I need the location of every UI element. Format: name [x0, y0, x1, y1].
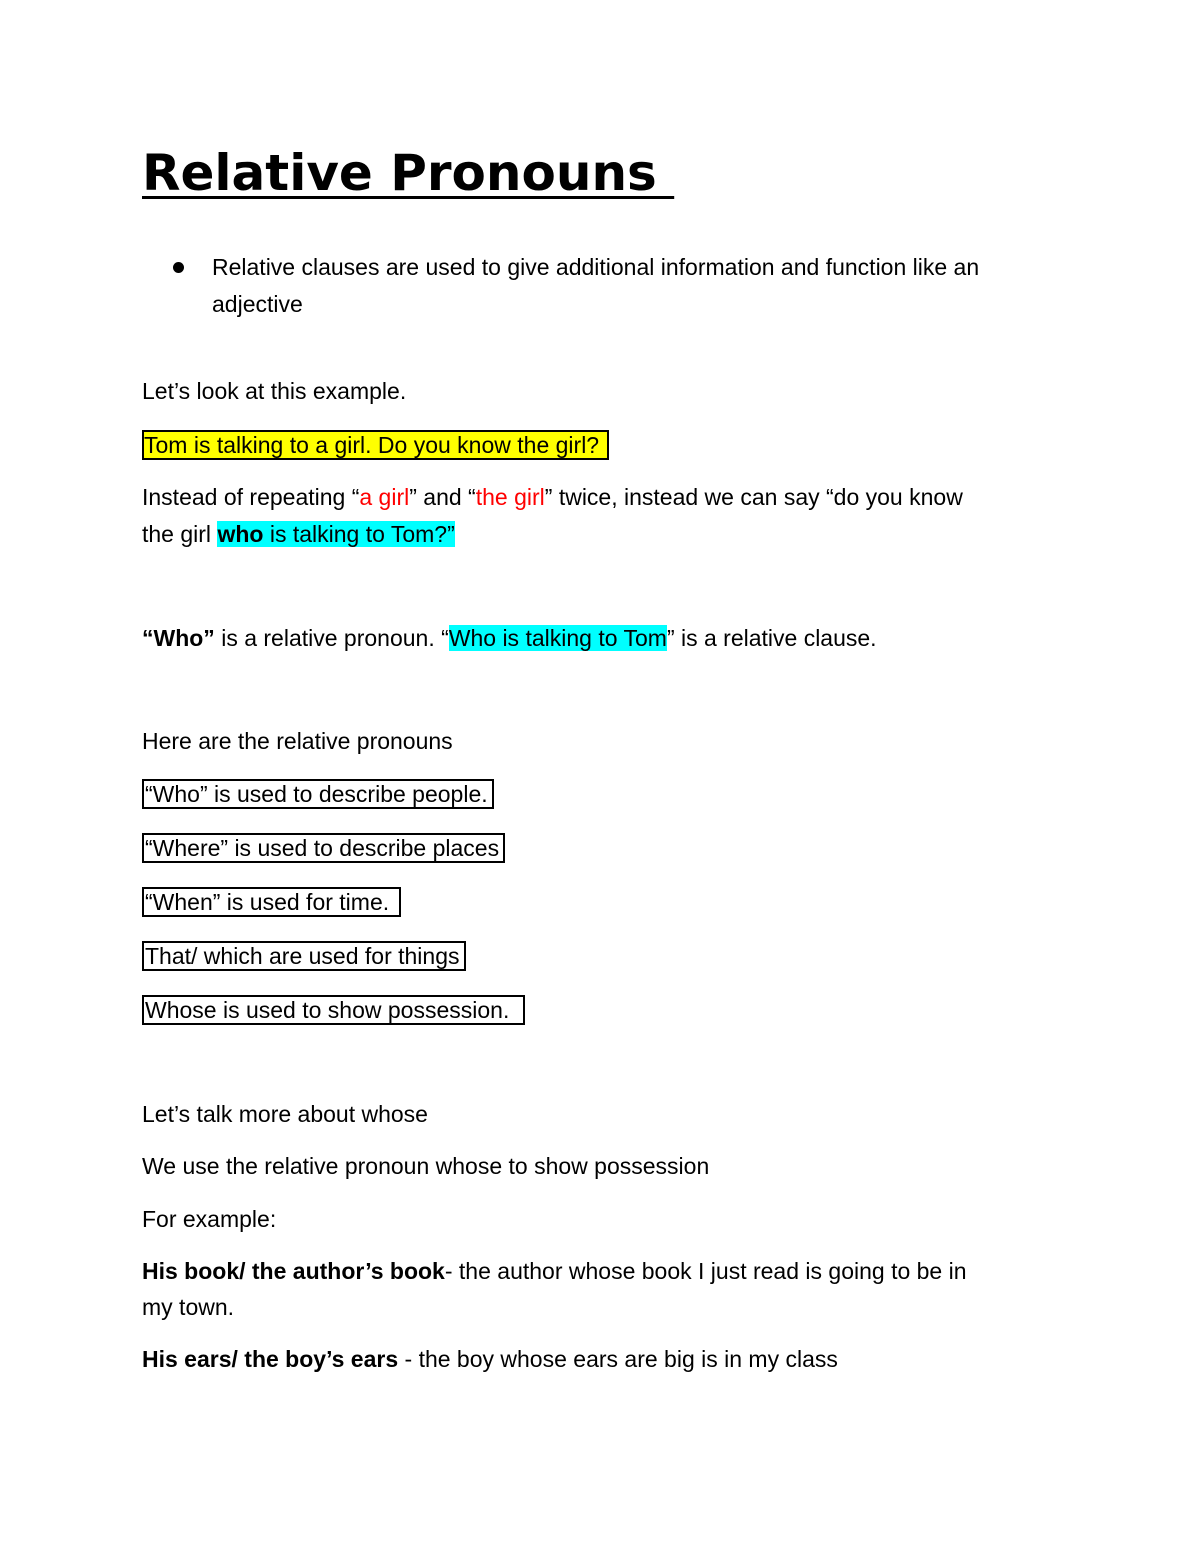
- pronoun-box-text: “When” is used for time.: [142, 887, 401, 917]
- example-line: [142, 427, 609, 463]
- pronoun-box-when: [142, 884, 401, 920]
- pronoun-box-text: “Who” is used to describe people.: [142, 779, 494, 809]
- pronoun-box-where: [142, 830, 505, 866]
- who-bold: who: [217, 521, 264, 547]
- example-1-bold: His book/ the author’s book: [142, 1258, 445, 1284]
- example-2-rest: - the boy whose ears are big is in my class: [398, 1346, 838, 1372]
- bullet-line-2: adjective: [212, 291, 303, 317]
- instead-text-1: Instead of repeating “: [142, 484, 360, 510]
- who-clause-rest: is talking to Tom?”: [263, 521, 455, 547]
- pronoun-box-text: Whose is used to show possession.: [142, 995, 525, 1025]
- talk-more-text: Let’s talk more about whose: [142, 1101, 428, 1127]
- pronoun-box-whose: [142, 992, 525, 1028]
- here-are-text: Here are the relative pronouns: [142, 728, 453, 754]
- who-definition-line: [142, 620, 877, 656]
- who-end-text: ” is a relative clause.: [666, 625, 877, 651]
- pronoun-box-that-which: [142, 938, 466, 974]
- pronoun-box-text: “Where” is used to describe places: [142, 833, 505, 863]
- for-example-text: For example:: [142, 1206, 277, 1232]
- bullet-icon: [173, 262, 184, 273]
- instead-text-3: ” twice, instead we can say “do you know: [544, 484, 963, 510]
- a-girl-red: a girl: [359, 484, 410, 510]
- pronoun-box-who: [142, 776, 494, 812]
- who-mid-text: is a relative pronoun. “: [214, 625, 449, 651]
- instead-text-4: the girl: [142, 521, 218, 547]
- example-1-line-2: my town.: [142, 1294, 235, 1320]
- example-2-line: [142, 1341, 838, 1377]
- instead-line-2: [142, 516, 455, 552]
- page-title: Relative Pronouns: [142, 144, 675, 202]
- the-girl-red: the girl: [475, 484, 545, 510]
- example-1-rest: - the author whose book I just read is going to be in: [444, 1258, 967, 1284]
- we-use-text: We use the relative pronoun whose to show possession: [142, 1153, 710, 1179]
- pronoun-box-text: That/ which are used for things: [142, 941, 466, 971]
- example-1-line-1: [142, 1253, 967, 1289]
- intro-text: Let’s look at this example.: [142, 378, 407, 404]
- instead-text-2: ” and “: [409, 484, 476, 510]
- bullet-line-1: Relative clauses are used to give additional information and function like an: [212, 254, 980, 280]
- who-term: “Who”: [142, 625, 215, 651]
- who-clause-highlight: [217, 521, 454, 547]
- example-2-bold: His ears/ the boy’s ears: [142, 1346, 399, 1372]
- relative-clause-highlight: Who is talking to Tom: [448, 625, 667, 651]
- example-highlight: Tom is talking to a girl. Do you know the girl?: [142, 430, 609, 460]
- instead-line-1: [142, 479, 963, 515]
